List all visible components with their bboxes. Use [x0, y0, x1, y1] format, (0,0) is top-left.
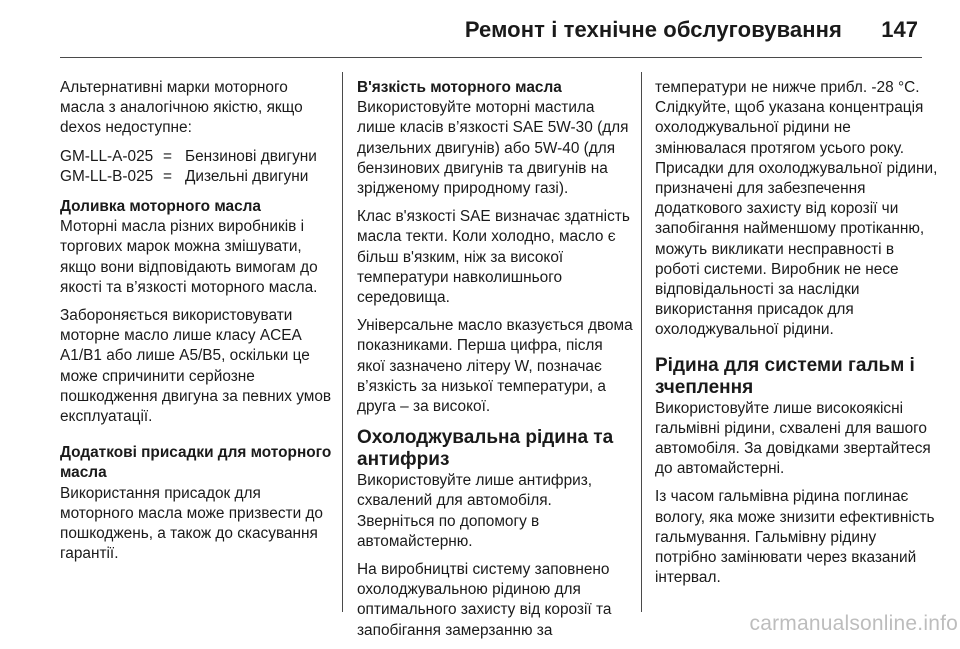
column-2 [357, 78, 633, 649]
brake-fluid-heading: Рідина для системи гальм і зчеплення [655, 354, 915, 398]
viscosity-paragraph-2: Клас в'язкості SAE визначає здатність масла текти. Коли холодно, масло є більш в'язким, ніж за високої температури навколишнього середовища. [357, 208, 630, 307]
spec-equals: = [163, 167, 172, 185]
coolant-paragraph-2-continued: температури не нижче прибл. -28 °C. Слідкуйте, щоб указана концентрація охолоджувальної рідини не змінювалася протягом усього року. Присадки для охолоджувальної рідини, призначені для забезпечення додаткового захисту від корозії чи запобігання найменшому протіканню, можуть викликати несправності в роботі системи. Виробник не несе відповідальності за наслідки використання присадок для охолоджувальної рідини. [655, 79, 938, 339]
table-row [60, 167, 335, 187]
viscosity-paragraph-3: Універсальне масло вказується двома показниками. Перша цифра, після якої зазначено літеру W, позначає в’язкість за низької температури, а друга – за високої. [357, 317, 633, 416]
table-row [60, 147, 335, 167]
page-header [0, 0, 960, 58]
column-3 [655, 78, 940, 596]
topping-up-paragraph-1: Моторні масла різних виробників і торгових марок можна змішувати, якщо вони відповідають вимогам до якості та в’язкості моторного масла. [60, 218, 318, 296]
spec-description: Дизельні двигуни [185, 167, 309, 185]
spec-code: GM-LL-A-025 [60, 147, 154, 165]
coolant-heading: Охолоджувальна рідина та антифриз [357, 427, 614, 471]
column-1 [60, 78, 336, 572]
viscosity-paragraph-1: Використовуйте моторні мастила лише класів в’язкості SAE 5W-30 (для дизельних двигунів) або 5W-40 (для бензинових двигунів та двигунів на зрідженому природному газі). [357, 99, 629, 198]
header-title: Ремонт і технічне обслуговування [464, 17, 842, 42]
oil-alternatives-intro: Альтернативні марки моторного масла з аналогічною якістю, якщо dexos недоступне: [60, 79, 303, 137]
watermark: carmanualsonline.info [749, 612, 958, 635]
spec-code: GM-LL-B-025 [60, 167, 154, 185]
topping-up-heading: Доливка моторного масла [60, 198, 261, 216]
column-divider-1 [342, 72, 343, 612]
brake-fluid-paragraph-1: Використовуйте лише високоякісні гальмівні рідини, схвалені для вашого автомобіля. За довідками звертайтеся до автомайстерні. [655, 399, 931, 478]
spec-description: Бензинові двигуни [185, 147, 317, 165]
coolant-paragraph-1: Використовуйте лише антифриз, схвалений для автомобіля. Зверніться по допомогу в автомайстерню. [357, 472, 593, 550]
spec-equals: = [163, 147, 172, 165]
additives-heading: Додаткові присадки для моторного масла [60, 444, 332, 482]
header-divider [60, 57, 922, 58]
column-divider-2 [641, 72, 642, 612]
oil-spec-table [60, 147, 335, 187]
viscosity-heading: В'язкість моторного масла [357, 79, 562, 96]
additives-paragraph: Використання присадок для моторного масла може призвести до пошкоджень, а також до скасування гарантії. [60, 484, 323, 563]
brake-fluid-paragraph-2: Із часом гальмівна рідина поглинає вологу, яка може знизити ефективність гальмування. Гальмівну рідину потрібно замінювати через вказаний інтервал. [655, 488, 935, 587]
coolant-paragraph-2: На виробництві систему заповнено охолоджувальною рідиною для оптимального захисту від корозії та запобігання замерзанню за [357, 561, 612, 639]
topping-up-paragraph-2: Забороняється використовувати моторне масло лише класу ACEA A1/B1 або лише A5/B5, оскільки це може спричинити серйозне пошкодження двигуна за певних умов експлуатації. [60, 307, 332, 426]
page-number: 147 [881, 17, 918, 42]
